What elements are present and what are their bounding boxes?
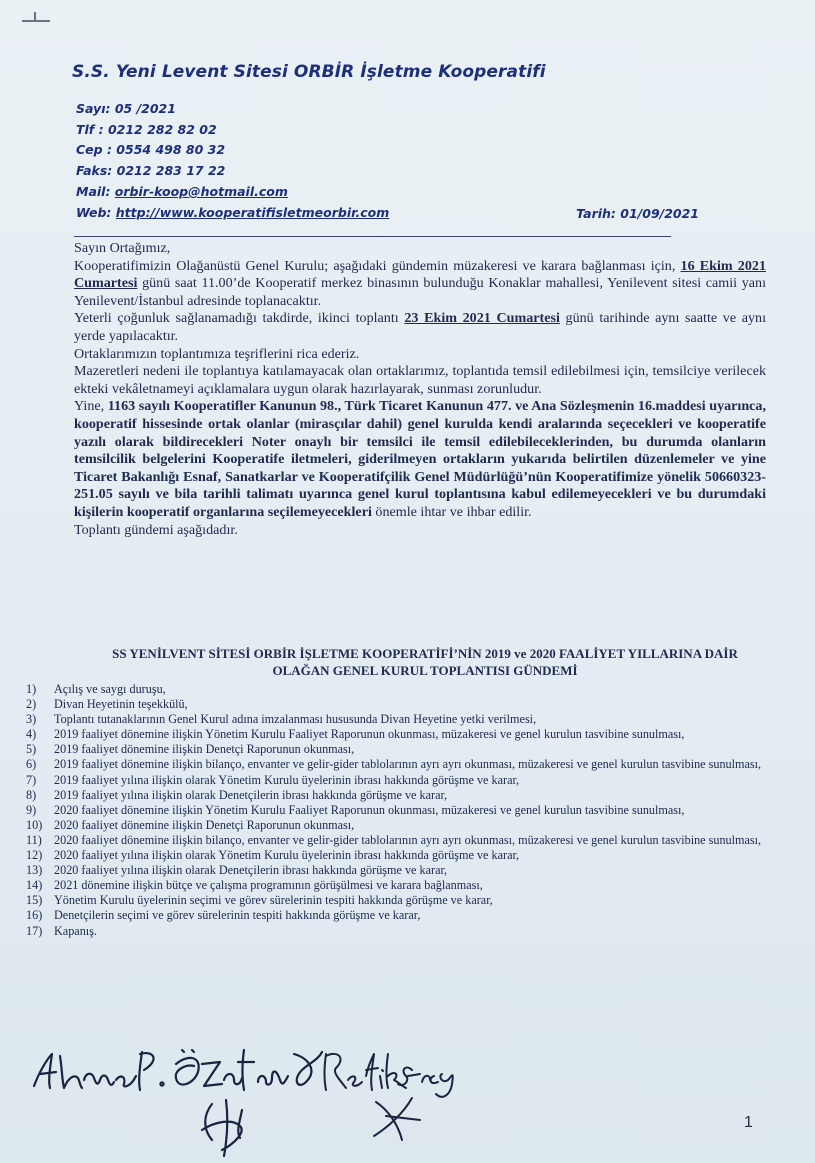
header-divider <box>74 236 671 237</box>
agenda-item-text: 2019 faaliyet dönemine ilişkin Yönetim Kurulu Faaliyet Raporunun okunması, müzakeresi ve genel kurulun tasvibine sunulması, <box>54 727 685 742</box>
agenda-item-text: 2020 faaliyet yılına ilişkin olarak Denetçilerin ibrası hakkında görüşme ve karar, <box>54 863 448 878</box>
agenda-item-number: 7) <box>26 772 37 787</box>
agenda-item-number: 5) <box>26 742 37 757</box>
agenda-item-text: 2020 faaliyet yılına ilişkin olarak Yönetim Kurulu üyelerinin ibrası hakkında görüşme ve karar, <box>54 848 520 863</box>
agenda-item-number: 13) <box>26 863 43 878</box>
corner-mark <box>22 20 50 22</box>
agenda-item-number: 4) <box>26 727 37 742</box>
tlf-line: Tlf : 0212 282 82 02 <box>76 122 217 137</box>
agenda-item-number: 11) <box>26 832 42 847</box>
agenda-item-number: 8) <box>26 787 37 802</box>
agenda-item <box>26 682 774 697</box>
agenda-item <box>26 727 774 742</box>
agenda-item <box>26 848 774 863</box>
web-line <box>76 205 389 220</box>
p2-text-a: Yeterli çoğunluk sağlanamadığı takdirde, ikinci toplantı <box>74 310 405 327</box>
agenda-item-text: 2020 faaliyet dönemine ilişkin Denetçi Raporunun okunması, <box>54 817 355 832</box>
letter-body <box>74 240 766 539</box>
page-number: 1 <box>744 1114 753 1131</box>
agenda-item-text: 2019 faaliyet dönemine ilişkin Denetçi Raporunun okunması, <box>54 742 355 757</box>
mail-line <box>76 184 288 199</box>
p5-text-b: önemle ihtar ve ihbar edilir. <box>371 503 532 520</box>
agenda-item <box>26 833 774 848</box>
agenda-item-text: Toplantı tutanaklarının Genel Kurul adına imzalanması hususunda Divan Heyetine yetki verilmesi, <box>54 712 537 727</box>
agenda-item-text: 2021 dönemine ilişkin bütçe ve çalışma programının görüşülmesi ve karara bağlanması, <box>54 878 483 893</box>
agenda-item-text: Kapanış. <box>54 923 97 938</box>
paragraph-agenda-intro: Toplantı gündemi aşağıdadır. <box>74 521 238 538</box>
agenda-item <box>26 773 774 788</box>
agenda-item-number: 6) <box>26 757 37 772</box>
paragraph-meeting <box>74 258 766 311</box>
agenda-heading-line-1: SS YENİLVENT SİTESİ ORBİR İŞLETME KOOPERATİFİ’NİN 2019 ve 2020 FAALİYET YILLARINA DAİR <box>112 646 738 661</box>
agenda-item <box>26 757 774 772</box>
agenda-item <box>26 863 774 878</box>
agenda-item-number: 17) <box>26 923 43 938</box>
first-meeting-date: 16 Ekim 2021 Cumartesi <box>74 257 766 292</box>
agenda-item-number: 14) <box>26 878 43 893</box>
p5-text-a: Yine, <box>74 398 108 415</box>
web-label: Web: <box>76 205 116 220</box>
document-date: Tarih: 01/09/2021 <box>576 206 699 221</box>
second-meeting-date: 23 Ekim 2021 Cumartesi <box>404 310 560 327</box>
agenda-item-number: 3) <box>26 712 37 727</box>
agenda-item-text: Divan Heyetinin teşekkülü, <box>54 697 188 712</box>
paragraph-legal-notice <box>74 398 766 521</box>
paragraph-proxy: Mazeretleri nedeni ile toplantıya katılamayacak olan ortaklarımız, toplantıda temsil edilebilmesi için, temsilciye verilecek ekteki vekâletnameyi açıklamalara uygun olarak hazırlayarak, sunması zorunludur. <box>74 363 766 397</box>
agenda-item-number: 12) <box>26 848 43 863</box>
sayi-line: Sayı: 05 /2021 <box>76 101 176 116</box>
mail-link[interactable]: orbir-koop@hotmail.com <box>114 184 288 199</box>
faks-line: Faks: 0212 283 17 22 <box>76 163 226 178</box>
agenda-item-text: 2019 faaliyet yılına ilişkin olarak Yönetim Kurulu üyelerinin ibrası hakkında görüşme ve karar, <box>54 772 520 787</box>
agenda-item-number: 9) <box>26 802 37 817</box>
mail-label: Mail: <box>76 184 115 199</box>
agenda-item <box>26 878 774 893</box>
p1-text-a: Kooperatifimizin Olağanüstü Genel Kurulu; aşağıdaki gündemin müzakeresi ve karara bağlanması için, <box>74 257 681 274</box>
agenda-item-text: 2019 faaliyet yılına ilişkin olarak Denetçilerin ibrası hakkında görüşme ve karar, <box>54 787 448 802</box>
agenda-heading-line-2: OLAĞAN GENEL KURUL TOPLANTISI GÜNDEMİ <box>272 663 578 678</box>
agenda-item <box>26 712 774 727</box>
agenda-item-text: 2019 faaliyet dönemine ilişkin bilanço, envanter ve gelir-gider tablolarının ayrı ayrı okunması, müzakeresi ve genel kurulun tasvibine sunulması, <box>54 757 762 772</box>
agenda-item-number: 2) <box>26 697 37 712</box>
paragraph-invitation: Ortaklarımızın toplantımıza teşriflerini rica ederiz. <box>74 345 360 362</box>
agenda-item <box>26 818 774 833</box>
signature-left <box>26 1040 326 1160</box>
p1-text-b: günü saat 11.00’de Kooperatif merkez binasının bulunduğu Konaklar mahallesi, Yenilevent sitesi camii yanı Yenilevent/İstanbul adresinde toplanacaktır. <box>74 275 766 309</box>
p5-bold-text: 1163 sayılı Kooperatifler Kanunun 98., Türk Ticaret Kanunun 477. ve Ana Sözleşmenin 16.maddesi uyarınca, kooperatif hissesinde ortak olanlar (mirasçılar dahil) genel kurulda kendi aralarında seçecekleri ve kooperatife yazılı olarak bildirecekleri Noter onaylı bir temsilci ile temsil edilebileceklerinden, bu durumda olanların temsilcilik belgelerini Kooperatife iletmeleri, giderilmeyen ortakların yukarıda belirtilen düzenlemeler ve yine Ticaret Bakanlığı Esnaf, Sanatkarlar ve Kooperatifçilik Genel Müdürlüğü’nün Kooperatifimize yönelik 50660323-251.05 sayılı ve bila tarihli talimatı uyarınca genel kurul toplantısına kabul edilemeyecekleri ve bu durumdaki kişilerin kooperatif organlarına seçilemeyecekleri <box>74 398 766 520</box>
agenda-item <box>26 697 774 712</box>
agenda-item-text: Denetçilerin seçimi ve görev sürelerinin tespiti hakkında görüşme ve karar, <box>54 908 421 923</box>
agenda-item-number: 1) <box>26 682 37 696</box>
agenda-item <box>26 893 774 908</box>
agenda-item <box>26 803 774 818</box>
agenda-list <box>26 682 774 939</box>
cooperative-title: S.S. Yeni Levent Sitesi ORBİR İşletme Kooperatifi <box>72 62 546 82</box>
agenda-item-number: 15) <box>26 893 43 908</box>
signature-right <box>316 1040 496 1152</box>
agenda-item <box>26 742 774 757</box>
corner-mark-tick <box>34 12 36 22</box>
salutation: Sayın Ortağımız, <box>74 240 171 256</box>
agenda-item <box>26 788 774 803</box>
agenda-item-number: 10) <box>26 817 43 832</box>
agenda-heading <box>40 645 810 679</box>
agenda-item-text: Açılış ve saygı duruşu, <box>54 682 166 696</box>
agenda-item <box>26 908 774 923</box>
agenda-item-text: 2020 faaliyet dönemine ilişkin bilanço, envanter ve gelir-gider tablolarının ayrı ayrı okunması, müzakeresi ve genel kurulun tasvibine sunulması, <box>54 832 762 847</box>
web-link[interactable]: http://www.kooperatifisletmeorbir.com <box>115 205 390 220</box>
cep-line: Cep : 0554 498 80 32 <box>76 142 226 157</box>
agenda-item-number: 16) <box>26 908 43 923</box>
agenda-item <box>26 924 774 939</box>
agenda-item-text: Yönetim Kurulu üyelerinin seçimi ve görev sürelerinin tespiti hakkında görüşme ve karar, <box>54 893 493 908</box>
agenda-item-text: 2020 faaliyet dönemine ilişkin Yönetim Kurulu Faaliyet Raporunun okunması, müzakeresi ve genel kurulun tasvibine sunulması, <box>54 802 685 817</box>
p2-text-b: günü tarihinde aynı saatte ve aynı yerde yapılacaktır. <box>74 310 766 344</box>
paragraph-second-meeting <box>74 310 766 345</box>
